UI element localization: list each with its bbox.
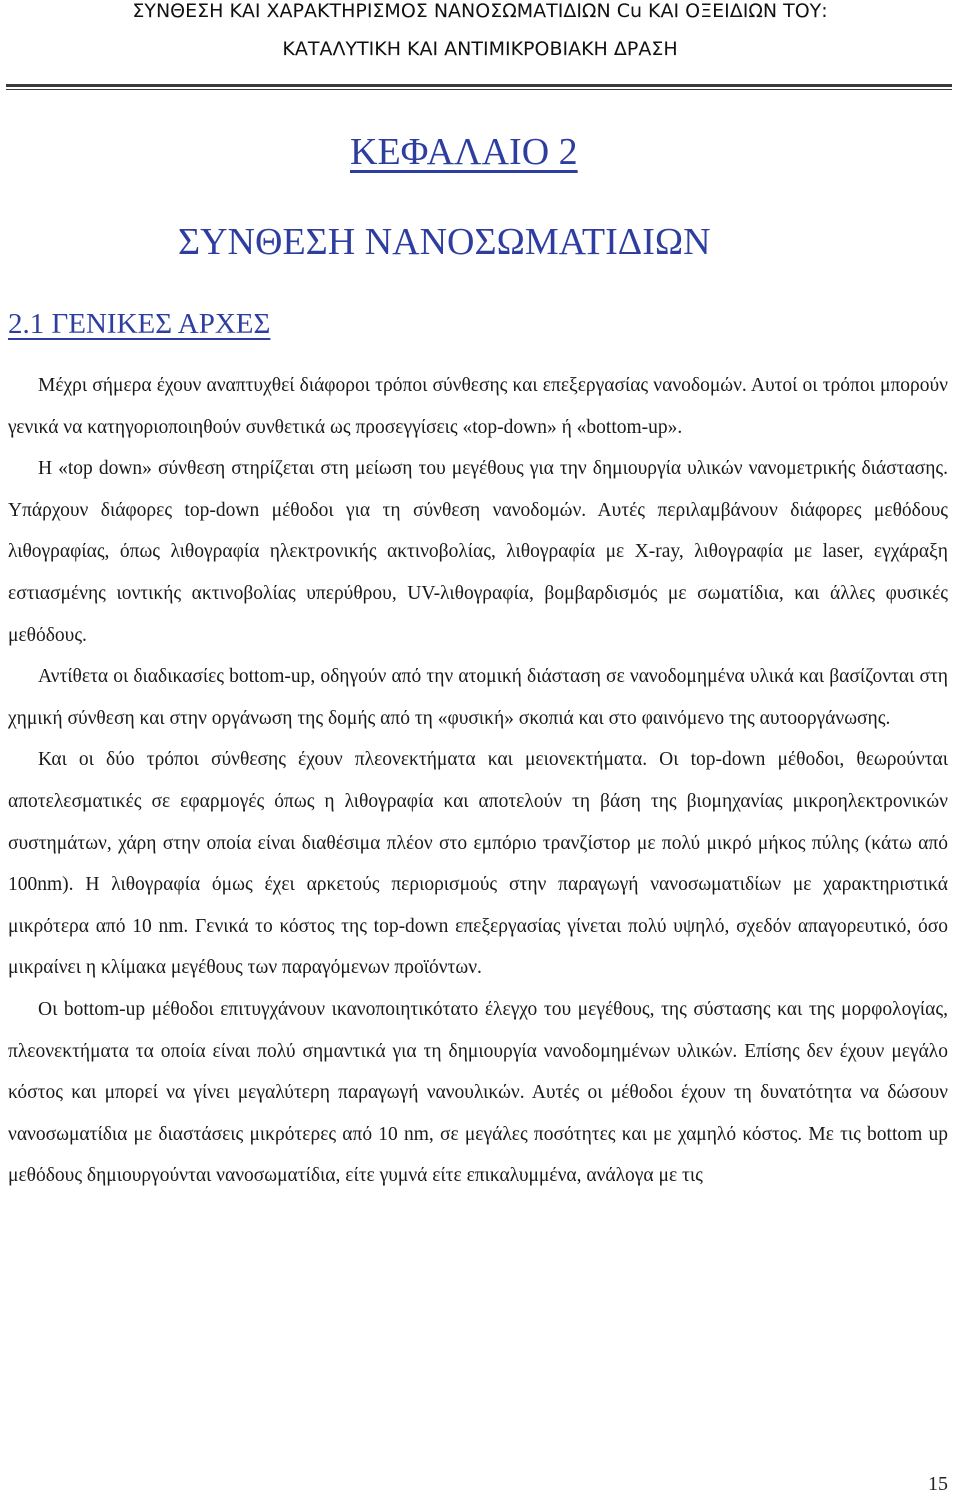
paragraph: Μέχρι σήμερα έχουν αναπτυχθεί διάφοροι τρόποι σύνθεσης και επεξεργασίας νανοδομών. Αυτοί οι τρόποι μπορούν γενικά να κατηγοριοποιηθούν συνθετικά ως προσεγγίσεις «top-down» ή «bottom-up». (8, 375, 948, 438)
chapter-number: ΚΕΦΑΛΑΙΟ 2 (350, 131, 578, 173)
section-heading: 2.1 ΓΕΝΙΚΕΣ ΑΡΧΕΣ (8, 308, 271, 340)
chapter-title: ΣΥΝΘΕΣΗ ΝΑΝΟΣΩΜΑΤΙΔΙΩΝ (178, 221, 711, 263)
paragraph: Η «top down» σύνθεση στηρίζεται στη μείωση του μεγέθους για την δημιουργία υλικών νανομετρικής διάστασης. Υπάρχουν διάφορες top-down μέθοδοι για τη σύνθεση νανοδομών. Αυτές περιλαμβάνουν διάφορες μεθόδους λιθογραφίας, όπως λιθογραφία ηλεκτρονικής ακτινοβολίας, λιθογραφία με X-ray, λιθογραφία με laser, εγχάραξη εστιασμένης ιοντικής ακτινοβολίας υπερύθρου, UV-λιθογραφία, βομβαρδισμός με σωματίδια, και άλλες φυσικές μεθόδους. (8, 458, 948, 646)
page-number: 15 (928, 1473, 948, 1495)
paragraph: Οι bottom-up μέθοδοι επιτυγχάνουν ικανοποιητικότατο έλεγχο του μεγέθους, της σύστασης και της μορφολογίας, πλεονεκτήματα τα οποία είναι πολύ σημαντικά για τη δημιουργία νανοδομημένων υλικών. Επίσης δεν έχουν μεγάλο κόστος και μπορεί να γίνει μεγαλύτερη παραγωγή νανουλικών. Αυτές οι μέθοδοι έχουν τη δυνατότητα να δώσουν νανοσωματίδια με διαστάσεις μικρότερες από 10 nm, σε μεγάλες ποσότητες και με χαμηλό κόστος. Με τις bottom up μεθόδους δημιουργούνται νανοσωματίδια, είτε γυμνά είτε επικαλυμμένα, ανάλογα με τις (8, 998, 948, 1187)
body-text (8, 365, 948, 1197)
paragraph: Αντίθετα οι διαδικασίες bottom-up, οδηγούν από την ατομική διάσταση σε νανοδομημένα υλικά και βασίζονται στη χημική σύνθεση και στην οργάνωση της δομής από τη «φυσική» σκοπιά και στο φαινόμενο της αυτοοργάνωσης. (8, 666, 948, 729)
header-rule-thin (6, 89, 952, 90)
header-line-2: ΚΑΤΑΛΥΤΙΚΗ ΚΑΙ ΑΝΤΙΜΙΚΡΟΒΙΑΚΗ ΔΡΑΣΗ (282, 38, 678, 60)
running-header (0, 0, 960, 90)
paragraph: Και οι δύο τρόποι σύνθεσης έχουν πλεονεκτήματα και μειονεκτήματα. Οι top-down μέθοδοι, θεωρούνται αποτελεσματικές σε εφαρμογές όπως η λιθογραφία και αποτελούν τη βάση της βιομηχανίας μικροηλεκτρονικών συστημάτων, χάρη στην οποία είναι διαθέσιμα πλέον στο εμπόριο τρανζίστορ με πολύ μικρό μήκος πύλης (κάτω από 100nm). Η λιθογραφία όμως έχει αρκετούς περιορισμούς στην παραγωγή νανοσωματιδίων με χαρακτηριστικά μικρότερα από 10 nm. Γενικά το κόστος της top-down επεξεργασίας γίνεται πολύ υψηλό, σχεδόν απαγορευτικό, όσο μικραίνει η κλίμακα μεγέθους των παραγόμενων προϊόντων. (8, 749, 948, 979)
header-line-1: ΣΥΝΘΕΣΗ ΚΑΙ ΧΑΡΑΚΤΗΡΙΣΜΟΣ ΝΑΝΟΣΩΜΑΤΙΔΙΩΝ Cu ΚΑΙ ΟΞΕΙΔΙΩΝ ΤΟΥ: (132, 0, 828, 22)
header-rule-thick (6, 84, 952, 87)
